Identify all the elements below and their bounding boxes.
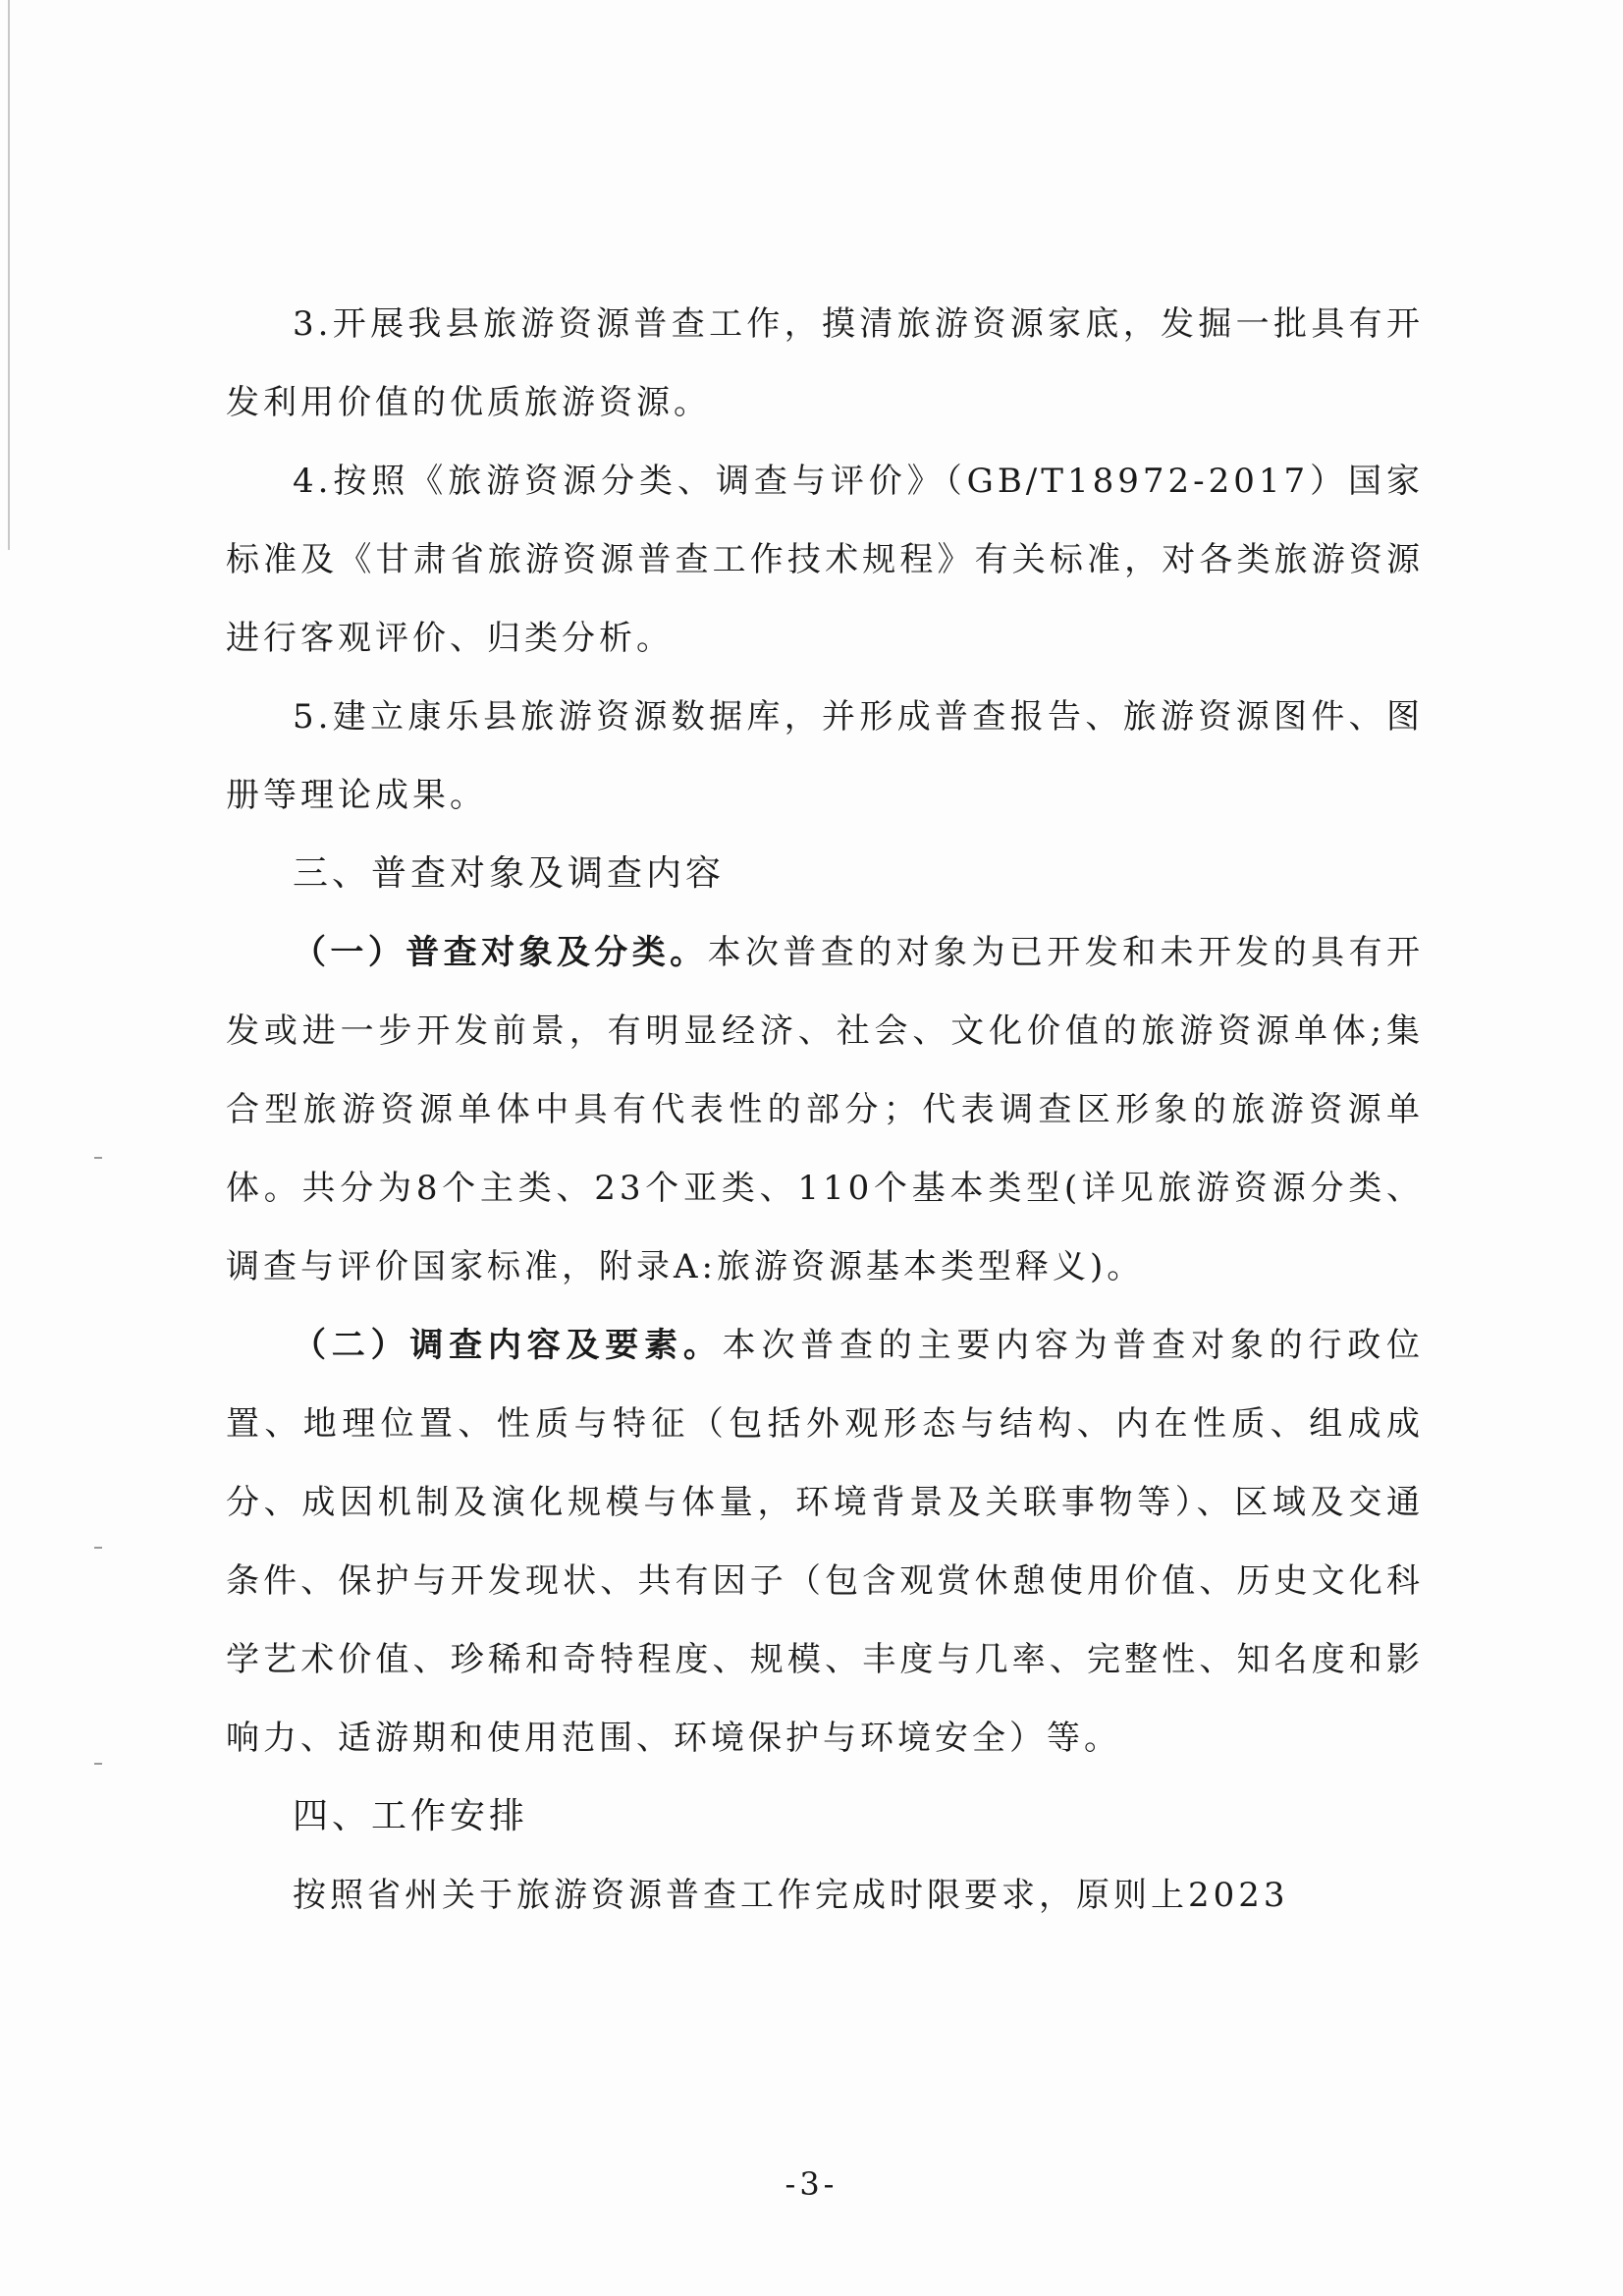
margin-mark (94, 1547, 102, 1549)
section-4-paragraph: 按照省州关于旅游资源普查工作完成时限要求，原则上2023 (293, 1876, 1289, 1915)
item-2-lead: （二）调查内容及要素。 (293, 1326, 723, 1365)
scan-edge-line (8, 0, 10, 550)
section-3-item-1 (226, 913, 1424, 1306)
page-number: -3- (784, 2165, 839, 2203)
section-heading-3: 三、普查对象及调查内容 (293, 853, 726, 894)
margin-mark (94, 1157, 102, 1159)
margin-mark (94, 1763, 102, 1765)
document-body (226, 285, 1424, 1935)
item-1-lead: （一）普查对象及分类。 (293, 933, 708, 972)
paragraph-item-5: 5.建立康乐县旅游资源数据库，并形成普查报告、旅游资源图件、图册等理论成果。 (226, 697, 1424, 815)
section-heading-4: 四、工作安排 (293, 1796, 529, 1836)
paragraph-item-4: 4.按照《旅游资源分类、调查与评价》（GB/T18972-2017）国家标准及《甘肃省旅游资源普查工作技术规程》有关标准，对各类旅游资源进行客观评价、归类分析。 (226, 462, 1424, 658)
item-2-body: 本次普查的主要内容为普查对象的行政位置、地理位置、性质与特征（包括外观形态与结构、内在性质、组成成分、成因机制及演化规模与体量，环境背景及关联事物等）、区域及交通条件、保护与开发现状、共有因子（包含观赏休憩使用价值、历史文化科学艺术价值、珍稀和奇特程度、规模、丰度与几率、完整性、知名度和影响力、适游期和使用范围、环境保护与环境安全）等。 (226, 1326, 1425, 1758)
item-1-body: 本次普查的对象为已开发和未开发的具有开发或进一步开发前景，有明显经济、社会、文化价值的旅游资源单体;集合型旅游资源单体中具有代表性的部分；代表调查区形象的旅游资源单体。共分为8个主类、23个亚类、110个基本类型(详见旅游资源分类、调查与评价国家标准，附录A:旅游资源基本类型释义)。 (226, 933, 1425, 1286)
section-3-item-2 (226, 1306, 1424, 1777)
paragraph-item-3: 3.开展我县旅游资源普查工作，摸清旅游资源家底，发掘一批具有开发利用价值的优质旅游资源。 (226, 304, 1424, 422)
